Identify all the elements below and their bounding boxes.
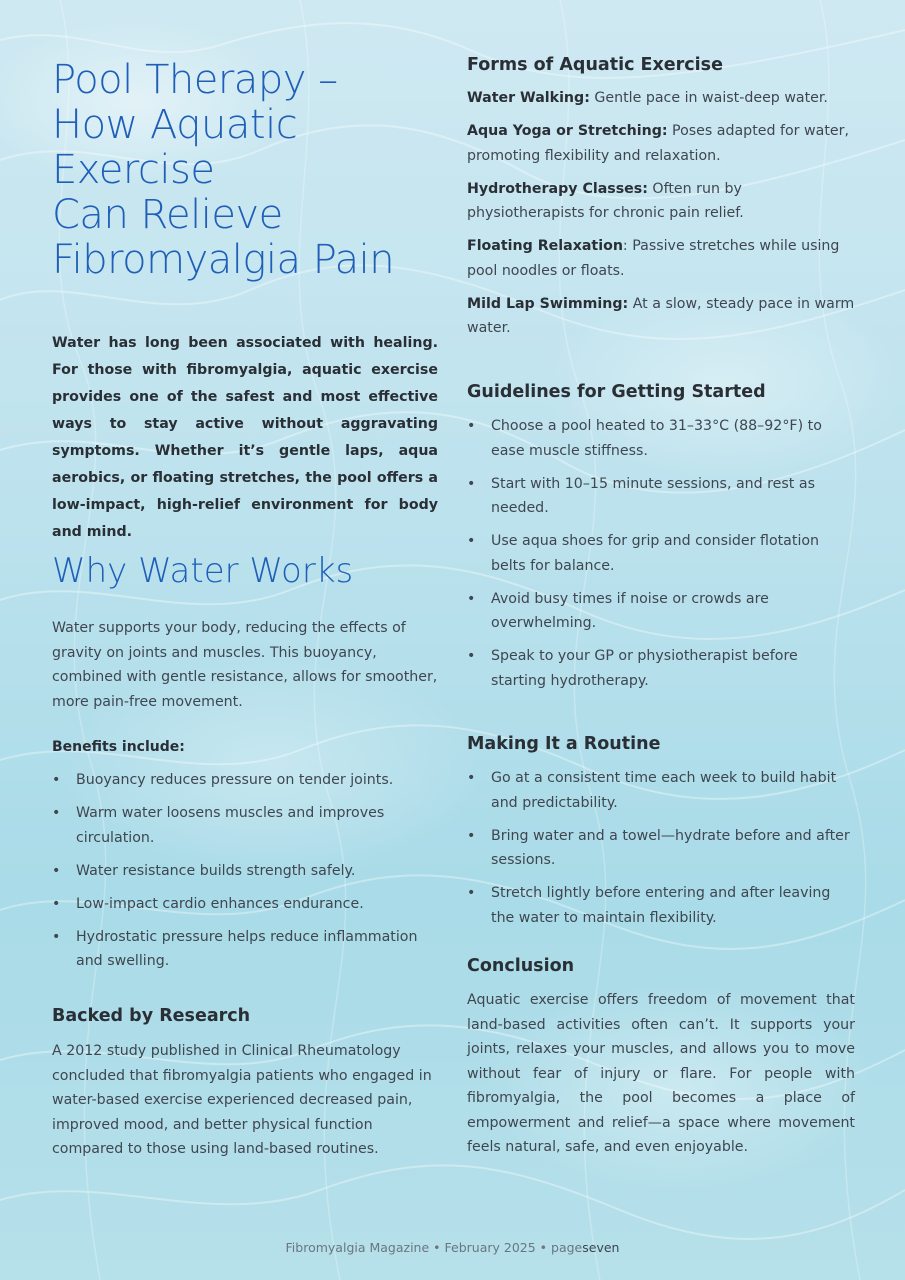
- list-item: • Start with 10–15 minute sessions, and rest as needed.: [467, 472, 855, 521]
- title-line: Fibromyalgia Pain: [52, 237, 395, 283]
- form-item-label: Floating Relaxation: [467, 238, 623, 254]
- list-item: • Buoyancy reduces pressure on tender joints.: [52, 768, 438, 793]
- forms-list: [467, 86, 857, 349]
- form-item: [467, 292, 857, 341]
- list-item: • Choose a pool heated to 31–33°C (88–92°F) to ease muscle stiffness.: [467, 414, 855, 463]
- research-heading: Backed by Research: [52, 1006, 251, 1026]
- form-item-text: Poses adapted for water, promoting flexibility and relaxation.: [467, 123, 849, 164]
- title-line: Exercise: [52, 147, 215, 193]
- form-item-label: Mild Lap Swimming:: [467, 295, 629, 312]
- page-title: [52, 58, 452, 283]
- intro-paragraph: Water has long been associated with healing. For those with fibromyalgia, aquatic exercise provides one of the safest and most effective ways to stay active without aggravating symptoms. Whether it’s gentle laps, aqua aerobics, or floating stretches, the pool offers a low-impact, high-relief environment for body and mind.: [52, 335, 438, 540]
- list-item: • Water resistance builds strength safely.: [52, 859, 438, 884]
- footer-magazine: Fibromyalgia Magazine: [285, 1240, 430, 1255]
- forms-heading: Forms of Aquatic Exercise: [467, 55, 723, 75]
- form-item: [467, 86, 857, 111]
- why-water-works-body: Water supports your body, reducing the effects of gravity on joints and muscles. This buoyancy, combined with gentle resistance, allows for smoother, more pain-free movement.: [52, 620, 438, 710]
- title-line: How Aquatic: [52, 102, 298, 148]
- list-item: • Use aqua shoes for grip and consider flotation belts for balance.: [467, 529, 855, 578]
- list-item: • Avoid busy times if noise or crowds are overwhelming.: [467, 587, 855, 636]
- footer-separator: •: [535, 1240, 552, 1255]
- footer-separator: •: [429, 1240, 445, 1255]
- list-item: • Hydrostatic pressure helps reduce inflammation and swelling.: [52, 925, 438, 974]
- research-body: A 2012 study published in Clinical Rheumatology concluded that fibromyalgia patients who engaged in water-based exercise experienced decreased pain, improved mood, and better physical function compared to those using land-based routines.: [52, 1043, 432, 1157]
- list-item: • Go at a consistent time each week to build habit and predictability.: [467, 766, 855, 815]
- guidelines-heading: Guidelines for Getting Started: [467, 382, 766, 402]
- conclusion-body: Aquatic exercise offers freedom of movement that land-based activities often can’t. It supports your joints, relaxes your muscles, and allows you to move without fear of injury or flare. For people with fibromyalgia, the pool becomes a place of empowerment and relief—a space where movement feels natural, safe, and even enjoyable.: [467, 992, 855, 1155]
- form-item-text: Often run by physiotherapists for chronic pain relief.: [467, 180, 744, 221]
- footer-page-word: seven: [582, 1240, 620, 1255]
- form-item-text: At a slow, steady pace in warm water.: [467, 295, 855, 336]
- form-item-text: : Passive stretches while using pool noodles or floats.: [467, 238, 840, 279]
- form-item-label: Water Walking:: [467, 90, 590, 106]
- page-footer: [0, 1238, 905, 1258]
- benefits-label: Benefits include:: [52, 739, 185, 755]
- list-item: • Low-impact cardio enhances endurance.: [52, 892, 438, 917]
- routine-heading: Making It a Routine: [467, 734, 661, 754]
- form-item-text: Gentle pace in waist-deep water.: [589, 90, 828, 106]
- footer-page-prefix: page: [551, 1240, 583, 1255]
- form-item: [467, 177, 857, 226]
- routine-list: [467, 766, 855, 939]
- list-item: • Speak to your GP or physiotherapist before starting hydrotherapy.: [467, 644, 855, 693]
- guidelines-list: [467, 414, 855, 702]
- benefits-list: [52, 768, 438, 982]
- form-item: [467, 234, 857, 283]
- form-item-label: Hydrotherapy Classes:: [467, 180, 648, 197]
- list-item: • Warm water loosens muscles and improves circulation.: [52, 801, 438, 850]
- list-item: • Bring water and a towel—hydrate before and after sessions.: [467, 824, 855, 873]
- title-line: Can Relieve: [52, 192, 283, 238]
- form-item: [467, 119, 857, 168]
- list-item: • Stretch lightly before entering and after leaving the water to maintain flexibility.: [467, 881, 855, 930]
- form-item-label: Aqua Yoga or Stretching:: [467, 123, 668, 139]
- conclusion-heading: Conclusion: [467, 956, 575, 976]
- footer-date: February 2025: [444, 1240, 536, 1255]
- why-water-works-heading: Why Water Works: [52, 551, 354, 591]
- title-line: Pool Therapy –: [52, 57, 338, 103]
